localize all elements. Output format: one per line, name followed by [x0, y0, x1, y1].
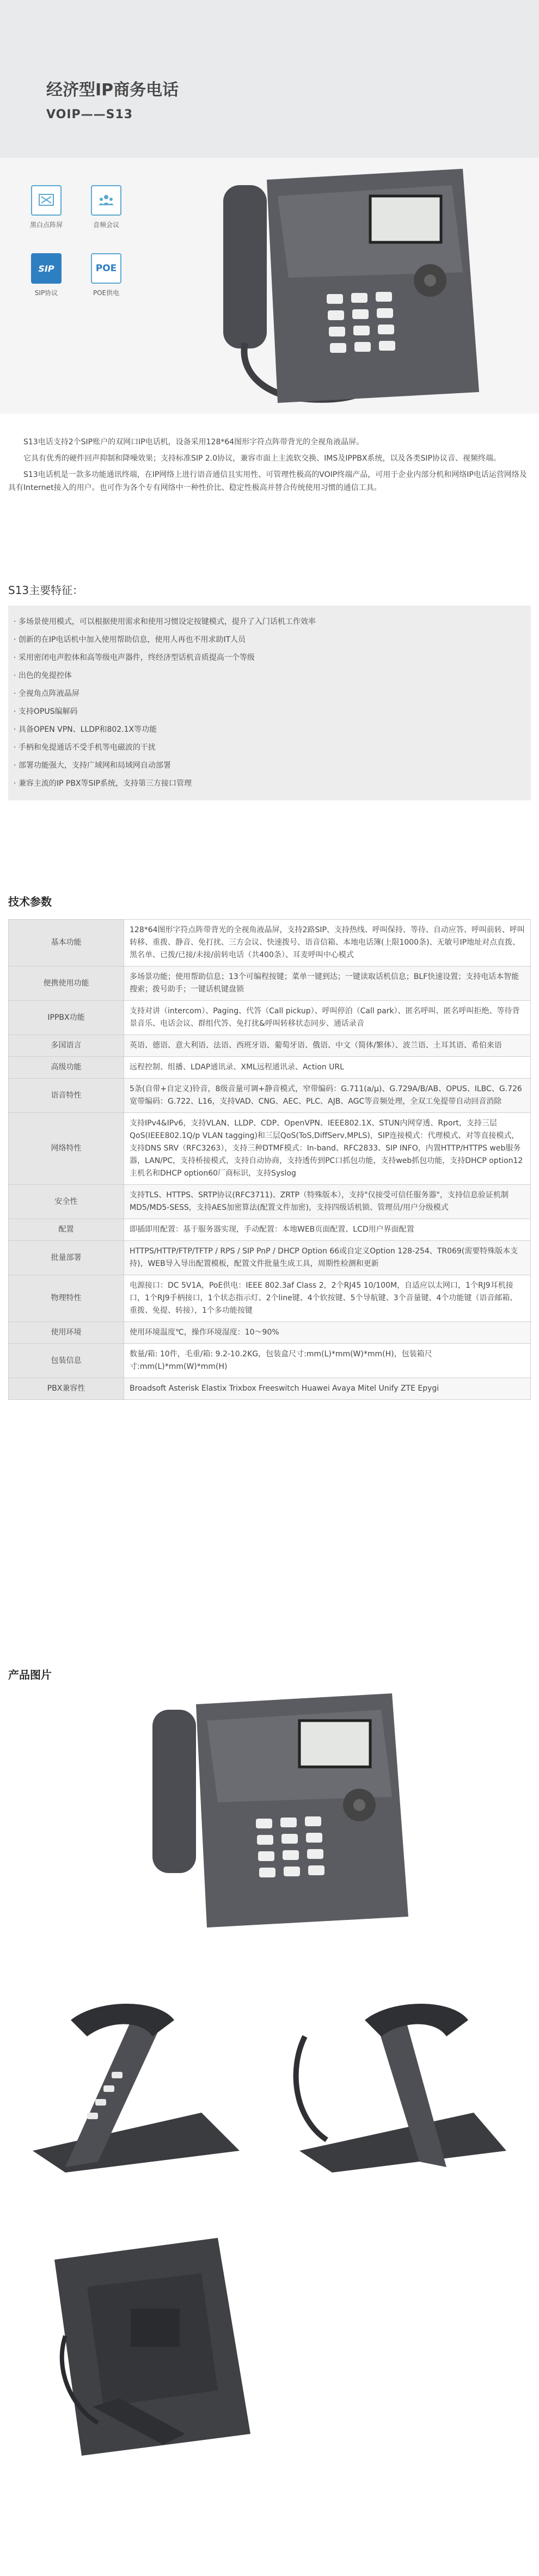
- phone-back-view-image: [22, 2227, 272, 2461]
- specs-table: [8, 919, 531, 1400]
- table-row: [9, 1241, 531, 1275]
- table-row: [9, 1035, 531, 1057]
- table-row: [9, 1322, 531, 1344]
- banner-subtitle: VOIP——S13: [46, 108, 133, 121]
- spec-key: 包装信息: [9, 1344, 124, 1378]
- gallery-title: 产品图片: [8, 1668, 52, 1681]
- intro-paragraph: 它具有优秀的硬件回声抑制和降噪效果；支持标准SIP 2.0协议，兼容市面上主流软交换、IMS及IPPBX系统，以及各类SIP协议音、视频终端。: [23, 454, 501, 463]
- table-row: [9, 966, 531, 1001]
- spec-value: 使用环境温度℃，操作环境湿度：10～90%: [124, 1322, 531, 1344]
- spec-value: 支持IPv4&IPv6，支持VLAN、LLDP、CDP、OpenVPN、IEEE802.1X、STUN内网穿透、Rport，支持三层QoS(IEEE802.1Q/p VLAN tagging)和三层QoS(ToS,DiffServ,MPLS)，SIP连接模式：代理模式、对等直接模式，支持DNS SRV（RFC3263），支持三种DTMF模式：In-band、RFC2833、SIP INFO，内置HTTP/HTTPS web服务器，LAN/PC，支持桥接模式，支持自动协商，支持透传到PC口抓包功能，支持web抓包功能，支持DHCP option12主机名和DHCP option60厂商标识，支持Syslog: [124, 1113, 531, 1185]
- spec-value: 即插即用配置：基于服务器实现，手动配置：本地WEB页面配置、LCD用户界面配置: [124, 1219, 531, 1241]
- phone-hero-image: [207, 163, 490, 414]
- list-item: · 兼容主流的IP PBX等SIP系统，支持第三方接口管理: [14, 779, 192, 788]
- top-banner: [0, 0, 539, 158]
- spec-key: 基本功能: [9, 920, 124, 966]
- list-item: · 全视角点阵液晶屏: [14, 689, 79, 698]
- feature-conference: [84, 185, 128, 229]
- intro-paragraph: S13电话支持2个SIP账户的双网口IP电话机，设备采用128*64图形字符点阵带背光的全视角液晶屏。: [23, 438, 364, 446]
- spec-value: 支持对讲（intercom）、Paging、代答（Call pickup）、呼叫停泊（Call park）、匿名呼叫、匿名呼叫拒绝、等待背景音乐、电话会议、群组代答、免打扰&呼叫转移状态同步、通话录音: [124, 1001, 531, 1035]
- list-item: · 部署功能强大，支持广域网和局域网自动部署: [14, 761, 171, 770]
- spec-value: HTTPS/HTTP/FTP/TFTP / RPS / SIP PnP / DHCP Option 66或自定义Option 128-254、TR069(需要特殊版本支持)，WEB导入导出配置模板，配置文件批量生成工具，周期性检测和更新: [124, 1241, 531, 1275]
- spec-value: 远程控制、组播、LDAP通讯录、XML远程通讯录、Action URL: [124, 1057, 531, 1079]
- table-row: [9, 1344, 531, 1378]
- list-item: · 手柄和免提通话不受手机等电磁波的干扰: [14, 743, 156, 752]
- spec-key: 语音特性: [9, 1079, 124, 1113]
- features-title: S13主要特征：: [8, 584, 84, 597]
- table-row: [9, 920, 531, 966]
- spec-key: 配置: [9, 1219, 124, 1241]
- spec-value: Broadsoft Asterisk Elastix Trixbox Freeswitch Huawei Avaya Mitel Unify ZTE Epygi: [124, 1378, 531, 1400]
- feature-label: SIP协议: [34, 289, 58, 297]
- table-row: [9, 1057, 531, 1079]
- hero-section: [0, 158, 539, 414]
- table-row: [9, 1275, 531, 1322]
- sip-icon: SIP: [31, 253, 62, 284]
- spec-value: 多场景功能；使用帮助信息；13个可编程按键；菜单一键到达；一键读取话机信息；BLF快速设置；支持电话本智能搜索；拨号助手；一键话机键盘锁: [124, 966, 531, 1001]
- table-row: [9, 1378, 531, 1400]
- spec-key: 多国语言: [9, 1035, 124, 1057]
- spec-value: 数量/箱: 10件，毛重/箱: 9.2-10.2KG，包装盒尺寸:mm(L)*mm(W)*mm(H)，包装箱尺寸:mm(L)*mm(W)*mm(H): [124, 1344, 531, 1378]
- conference-icon: [91, 185, 121, 216]
- spec-key: PBX兼容性: [9, 1378, 124, 1400]
- intro-text: [8, 436, 531, 498]
- phone-side-left-view-image: [22, 1987, 256, 2183]
- feature-label: POE供电: [93, 289, 120, 297]
- spec-key: 物理特性: [9, 1275, 124, 1322]
- feature-poe: [84, 253, 128, 297]
- banner-title: 经济型IP商务电话: [46, 81, 179, 100]
- feature-sip: [24, 253, 68, 297]
- poe-icon: POE: [91, 253, 121, 284]
- list-item: · 采用密闭电声腔体和高等级电声器件，终经济型话机音质提高一个等级: [14, 653, 255, 662]
- phone-side-right-view-image: [283, 1987, 517, 2183]
- table-row: [9, 1001, 531, 1035]
- spec-key: 安全性: [9, 1185, 124, 1219]
- spec-key: 高级功能: [9, 1057, 124, 1079]
- list-item: · 出色的免提控体: [14, 671, 72, 680]
- spec-value: 128*64图形字符点阵带背光的全视角液晶屏，支持2路SIP、支持热线、呼叫保持、等待、自动应答、呼叫前转、呼叫转移、重拨、静音、免打扰、三方会议、快速拨号、语音信箱、本地电话簿(上限1000条)、无敏号IP地址对点直拨、黑名单、已拨/已接/未接/前转电话（共400条）、耳麦呼叫中心模式: [124, 920, 531, 966]
- spec-key: 使用环境: [9, 1322, 124, 1344]
- list-item: · 支持OPUS编解码: [14, 707, 78, 716]
- list-item: · 创新的在IP电话机中加入使用帮助信息，使用人再也不用求助IT人员: [14, 635, 246, 644]
- features-list: [8, 605, 531, 800]
- spec-value: 支持TLS、HTTPS、SRTP协议(RFC3711)、ZRTP（特殊版本），支持"仅接受可信任服务器"，支持信息验证机制MD5/MD5-SESS，支持AES加密算法(配置文件加密)，支持四级话机锁、管理员/用户分级模式: [124, 1185, 531, 1219]
- feature-lcd: [24, 185, 68, 229]
- list-item: · 多场景使用模式，可以根据使用需求和使用习惯设定按键模式，提升了入门话机工作效率: [14, 617, 316, 626]
- spec-key: 便携使用功能: [9, 966, 124, 1001]
- table-row: [9, 1219, 531, 1241]
- list-item: · 具备OPEN VPN、LLDP和802.1X等功能: [14, 725, 157, 734]
- spec-value: 电源接口：DC 5V1A，PoE供电：IEEE 802.3af Class 2，2个RJ45 10/100M，自适应以太网口，1个RJ9耳机接口，1个RJ9手柄接口，1个状态指示灯、2个line键、4个软按键、5个导航键、3个音量键、4个功能键（语音邮箱、重拨、免提、转接），1个多功能按键: [124, 1275, 531, 1322]
- phone-front-view-image: [136, 1688, 419, 1938]
- spec-key: 网络特性: [9, 1113, 124, 1185]
- table-row: [9, 1079, 531, 1113]
- spec-key: IPPBX功能: [9, 1001, 124, 1035]
- feature-label: 黑白点阵屏: [29, 221, 63, 229]
- spec-value: 5条(自带+自定义)铃音，8级音量可调+静音模式，窄带编码：G.711(a/μ)、G.729A/B/AB、OPUS、ILBC、G.726 宽带编码：G.722、L16，支持VAD、CNG、AEC、PLC、AJB、AGC等音频处理，全双工免提带自动回音消除: [124, 1079, 531, 1113]
- table-row: [9, 1185, 531, 1219]
- feature-label: 音频会议: [93, 221, 119, 229]
- spec-value: 英语、德语、意大利语、法语、西班牙语、葡萄牙语、俄语、中文（简体/繁体）、波兰语、土耳其语、希伯来语: [124, 1035, 531, 1057]
- spec-key: 批量部署: [9, 1241, 124, 1275]
- intro-paragraph: S13电话机是一款多功能通讯终端，在IP网络上进行语音通信且实用性、可管理性极高的VOIP终端产品，可用于企业内部分机和网络IP电话运营网络及具有Internet接入的用户。也可作为各个专有网络中一种性价比、稳定性极高并替合传统使用习惯的通信工具。: [8, 470, 527, 492]
- table-row: [9, 1113, 531, 1185]
- specs-title: 技术参数: [8, 895, 52, 908]
- lcd-screen-icon: [31, 185, 62, 216]
